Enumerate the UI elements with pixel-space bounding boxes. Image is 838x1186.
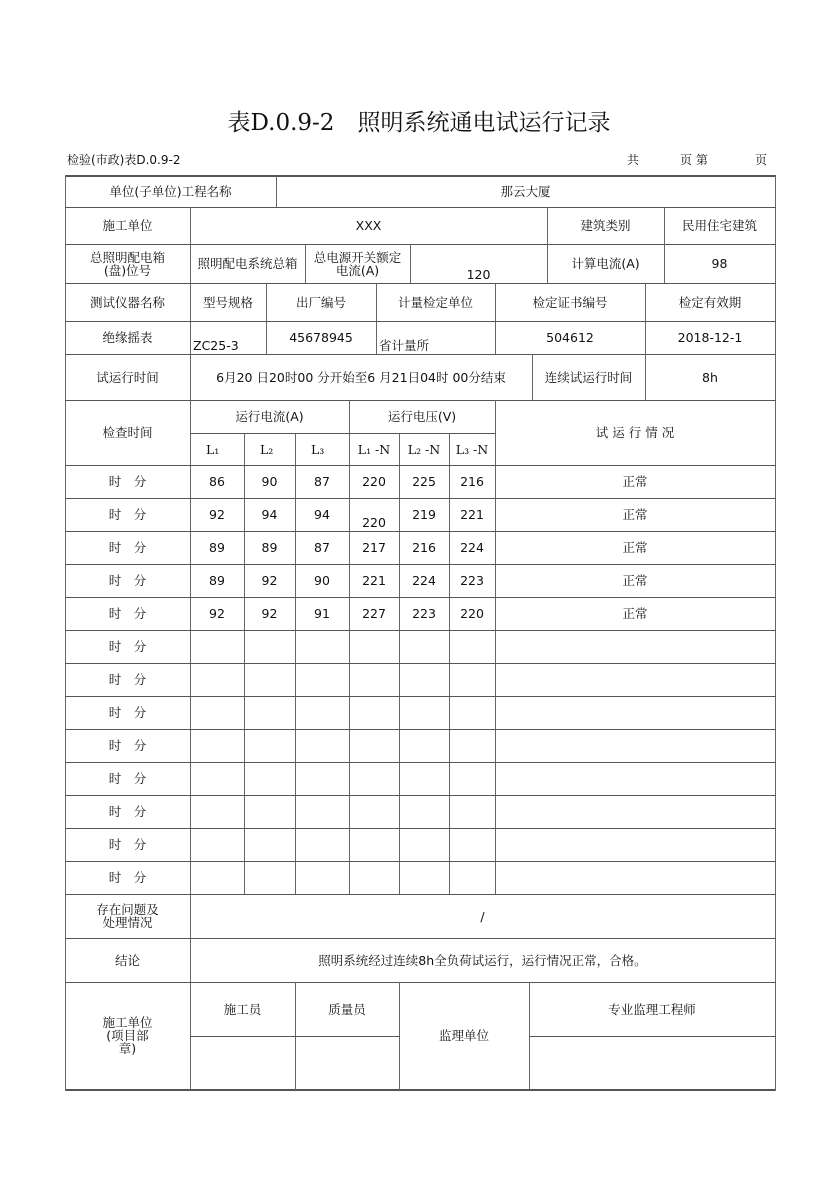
conclusion-label: 结论 <box>114 952 140 968</box>
row-value <box>244 828 295 861</box>
row-value <box>349 729 399 762</box>
grid-line <box>65 1089 776 1091</box>
row-status <box>495 762 775 795</box>
row-value: 87 <box>314 540 330 555</box>
row-time: 时 分 <box>108 870 147 885</box>
row-time: 时 分 <box>108 639 147 654</box>
grid-line <box>190 938 191 983</box>
row-status: 正常 <box>622 474 648 489</box>
row-value <box>244 762 295 795</box>
row-value: 92 <box>209 606 225 621</box>
row-value <box>295 630 349 663</box>
row-value: 94 <box>314 507 330 522</box>
row-value <box>244 663 295 696</box>
contractor-seal-label: 施工单位(项目部章) <box>102 1015 153 1056</box>
row-value: 224 <box>460 540 484 555</box>
grid-line <box>305 244 306 284</box>
row-status <box>495 696 775 729</box>
row-value <box>295 762 349 795</box>
row-value <box>449 762 495 795</box>
voltage-header: 运行电压(V) <box>387 409 457 424</box>
row-value <box>190 663 244 696</box>
row-value <box>295 729 349 762</box>
row-value <box>244 696 295 729</box>
pages-total-label: 共 <box>627 153 640 167</box>
row-value <box>349 795 399 828</box>
grid-line <box>495 283 496 355</box>
row-value: 86 <box>209 474 225 489</box>
row-value <box>349 828 399 861</box>
check-time-header: 检查时间 <box>102 425 153 440</box>
issues-label: 存在问题及处理情况 <box>96 902 159 930</box>
project-value: 那云大厦 <box>500 183 551 199</box>
row-time: 时 分 <box>108 573 147 588</box>
row-status <box>495 861 775 894</box>
grid-line <box>547 207 548 245</box>
grid-line <box>276 175 277 208</box>
row-value: 221 <box>460 507 484 522</box>
row-value <box>190 795 244 828</box>
calc-current-value: 98 <box>711 256 728 271</box>
grid-line <box>190 1036 400 1037</box>
row-value: 216 <box>460 474 484 489</box>
run-time-label: 试运行时间 <box>96 369 159 385</box>
row-value <box>295 828 349 861</box>
row-value <box>399 762 449 795</box>
conclusion-value: 照明系统经过连续8h全负荷试运行，运行情况正常，合格。 <box>318 952 647 968</box>
row-time: 时 分 <box>108 474 147 489</box>
row-status: 正常 <box>622 540 648 555</box>
row-value: 220 <box>362 515 386 530</box>
row-status <box>495 663 775 696</box>
row-time: 时 分 <box>108 771 147 786</box>
row-value <box>244 729 295 762</box>
row-value: 91 <box>314 606 330 621</box>
grid-line <box>190 207 191 245</box>
phase-subheader: L₂ -N <box>407 441 441 457</box>
row-value <box>295 795 349 828</box>
row-value: 216 <box>412 540 436 555</box>
row-value <box>295 861 349 894</box>
row-value <box>349 696 399 729</box>
row-value: 92 <box>209 507 225 522</box>
calibration-unit-header: 计量检定单位 <box>397 294 473 310</box>
row-value: 223 <box>412 606 436 621</box>
model-value: ZC25-3 <box>193 338 239 353</box>
row-value <box>449 828 495 861</box>
grid-line <box>190 894 191 939</box>
supervisor-label: 监理单位 <box>438 1028 489 1043</box>
continuous-time-label: 连续试运行时间 <box>544 369 633 385</box>
row-value <box>349 861 399 894</box>
row-status <box>495 630 775 663</box>
issues-value: / <box>480 908 485 924</box>
row-value <box>449 630 495 663</box>
qc-label: 质量员 <box>328 1001 366 1017</box>
serial-header: 出厂编号 <box>295 294 346 310</box>
calibration-unit-value: 省计量所 <box>379 338 430 353</box>
builder-label: 施工员 <box>223 1001 262 1017</box>
grid-line <box>547 244 548 284</box>
row-value <box>349 762 399 795</box>
row-value <box>399 828 449 861</box>
row-value <box>399 729 449 762</box>
row-value <box>449 729 495 762</box>
builder-signature <box>190 1036 295 1089</box>
model-header: 型号规格 <box>202 294 253 310</box>
row-value <box>399 861 449 894</box>
row-value <box>190 729 244 762</box>
row-value: 92 <box>261 573 278 588</box>
run-time-value: 6月20 日20时00 分开始至6 月21日04时 00分结束 <box>216 369 506 385</box>
row-value <box>399 630 449 663</box>
row-value: 87 <box>314 474 330 489</box>
row-value: 221 <box>362 573 386 588</box>
row-value: 92 <box>261 606 278 621</box>
row-value: 223 <box>460 573 484 588</box>
form-code: 检验(市政)表D.0.9-2 <box>67 153 181 167</box>
row-value <box>295 663 349 696</box>
row-time: 时 分 <box>108 705 147 720</box>
row-value <box>244 861 295 894</box>
row-value <box>244 630 295 663</box>
grid-line <box>645 354 646 401</box>
grid-line <box>775 175 776 1091</box>
grid-line <box>376 283 377 355</box>
engineer-signature <box>529 1036 775 1089</box>
validity-header: 检定有效期 <box>678 294 742 310</box>
row-value <box>399 795 449 828</box>
grid-line <box>410 244 411 284</box>
row-value <box>190 630 244 663</box>
row-value: 217 <box>362 540 386 555</box>
phase-subheader: L₃ <box>311 441 325 457</box>
row-value <box>399 696 449 729</box>
grid-line <box>65 321 776 322</box>
grid-line <box>532 354 533 401</box>
category-value: 民用住宅建筑 <box>681 218 757 233</box>
row-time: 时 分 <box>108 738 147 753</box>
row-value: 220 <box>460 606 484 621</box>
row-value: 89 <box>261 540 278 555</box>
pages-end-label: 页 <box>755 153 768 167</box>
row-value: 225 <box>412 474 436 489</box>
continuous-time-value: 8h <box>702 369 718 385</box>
row-status: 正常 <box>622 606 648 621</box>
row-value <box>349 630 399 663</box>
serial-value: 45678945 <box>289 330 353 345</box>
row-time: 时 分 <box>108 672 147 687</box>
row-status: 正常 <box>622 507 648 522</box>
row-value <box>190 696 244 729</box>
pages-page-label: 页 第 <box>680 153 708 167</box>
row-value <box>190 861 244 894</box>
row-value <box>449 795 495 828</box>
row-time: 时 分 <box>108 837 147 852</box>
row-value <box>190 762 244 795</box>
grid-line <box>664 244 665 284</box>
row-status <box>495 828 775 861</box>
phase-subheader: L₂ <box>260 441 274 457</box>
row-status: 正常 <box>622 573 648 588</box>
rated-current-value: 120 <box>466 267 491 282</box>
page-title: 表D.0.9-2 照明系统通电试运行记录 <box>227 110 611 136</box>
row-value: 90 <box>314 573 330 588</box>
row-time: 时 分 <box>108 804 147 819</box>
engineer-label: 专业监理工程师 <box>608 1001 696 1017</box>
grid-line <box>645 283 646 355</box>
row-time: 时 分 <box>108 507 147 522</box>
row-value <box>295 696 349 729</box>
grid-line <box>529 1036 776 1037</box>
panel-label: 总照明配电箱(盘)位号 <box>90 249 166 278</box>
validity-value: 2018-12-1 <box>677 330 743 345</box>
row-time: 时 分 <box>108 606 147 621</box>
row-value: 220 <box>362 474 386 489</box>
row-value <box>190 828 244 861</box>
row-value: 90 <box>261 474 278 489</box>
grid-line <box>266 283 267 355</box>
row-value: 89 <box>209 540 225 555</box>
row-value: 94 <box>261 507 278 522</box>
grid-line <box>190 283 191 355</box>
row-value <box>449 861 495 894</box>
certificate-header: 检定证书编号 <box>532 294 608 310</box>
category-label: 建筑类别 <box>580 218 631 233</box>
row-value <box>244 795 295 828</box>
row-status <box>495 729 775 762</box>
instrument-name-header: 测试仪器名称 <box>89 294 165 310</box>
grid-line <box>190 244 191 284</box>
phase-subheader: L₁ -N <box>357 441 391 457</box>
phase-subheader: L₃ -N <box>455 441 489 457</box>
grid-line <box>664 207 665 245</box>
row-value <box>449 696 495 729</box>
panel-value: 照明配电系统总箱 <box>197 256 298 271</box>
row-value: 227 <box>362 606 386 621</box>
row-value: 89 <box>209 573 225 588</box>
certificate-value: 504612 <box>546 330 594 345</box>
row-value: 219 <box>412 507 436 522</box>
row-status <box>495 795 775 828</box>
row-value <box>349 663 399 696</box>
row-value <box>449 663 495 696</box>
qc-signature <box>295 1036 399 1089</box>
status-header: 试 运 行 情 况 <box>595 425 675 440</box>
contractor-value: XXX <box>355 218 382 233</box>
row-value <box>399 663 449 696</box>
row-value: 224 <box>412 573 436 588</box>
calc-current-label: 计算电流(A) <box>571 256 640 271</box>
contractor-label: 施工单位 <box>102 218 153 233</box>
project-label: 单位(子单位)工程名称 <box>109 183 232 199</box>
row-time: 时 分 <box>108 540 147 555</box>
current-header: 运行电流(A) <box>235 409 304 424</box>
phase-subheader: L₁ <box>206 441 220 457</box>
instrument-name-value: 绝缘摇表 <box>102 330 153 345</box>
grid-line <box>190 354 191 401</box>
rated-current-label: 总电源开关额定电流(A) <box>313 249 402 278</box>
